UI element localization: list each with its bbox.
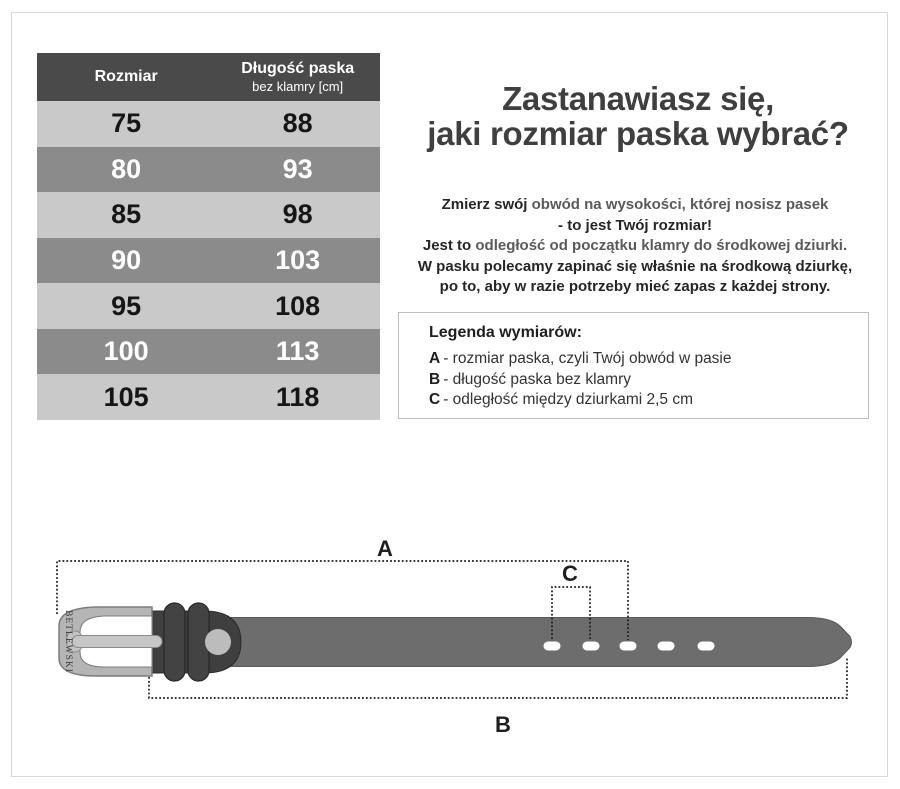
belt-hole (658, 642, 675, 651)
intro-segment: obwód na wysokości, której nosisz pasek (531, 196, 829, 213)
label-c: C (562, 561, 578, 586)
length-cell: 113 (275, 336, 320, 367)
intro-segment: po to, aby w razie potrzeby mieć zapas z każdej strony. (439, 278, 831, 295)
header-size-column: Rozmiar (94, 68, 158, 85)
legend-key: B (429, 370, 441, 388)
label-b: B (495, 712, 511, 737)
belt-hole (583, 642, 600, 651)
intro-segment: odległość od początku klamry do środkowej dziurki. (475, 237, 848, 254)
intro-segment: Jest to (422, 237, 476, 254)
length-cell: 103 (275, 245, 321, 276)
length-cell: 118 (275, 381, 320, 412)
size-cell: 75 (111, 108, 142, 139)
length-cell: 98 (282, 199, 313, 230)
label-a: A (377, 536, 393, 561)
size-cell: 80 (111, 153, 142, 184)
intro-segment: Zmierz swój (441, 196, 532, 213)
page-title-line1: Zastanawiasz się, (502, 80, 774, 117)
keeper-loop (164, 603, 185, 681)
intro-segment: - to jest Twój rozmiar! (558, 216, 712, 234)
rivet (205, 629, 231, 655)
size-cell: 100 (103, 336, 149, 367)
size-cell: 105 (103, 381, 149, 412)
belt-buckle (59, 607, 162, 676)
brand-text: BETLEWSKI (63, 610, 73, 673)
legend-text: - rozmiar paska, czyli Twój obwód w pasie (443, 350, 732, 367)
length-cell: 88 (282, 108, 313, 139)
legend-text: - długość paska bez klamry (443, 370, 632, 388)
belt-strap (228, 618, 852, 667)
legend-key: A (429, 350, 441, 367)
length-cell: 108 (275, 290, 321, 321)
buckle-prong (72, 636, 162, 648)
size-cell: 85 (111, 199, 142, 230)
legend-key: C (429, 391, 441, 408)
legend-text: - odległość między dziurkami 2,5 cm (443, 391, 694, 408)
size-cell: 90 (111, 245, 142, 276)
header-length-line2: bez klamry [cm] (252, 78, 344, 94)
legend-title: Legenda wymiarów: (429, 324, 582, 341)
belt-hole (698, 642, 715, 651)
belt-keeper (150, 603, 241, 681)
page-title-line2: jaki rozmiar paska wybrać? (427, 115, 849, 152)
intro-segment: W pasku polecamy zapinać się właśnie na środkową dziurkę, (417, 257, 853, 275)
length-cell: 93 (282, 153, 313, 184)
belt-hole (620, 642, 637, 651)
size-cell: 95 (111, 290, 142, 321)
belt-hole (544, 642, 561, 651)
header-length-line1: Długość paska (241, 59, 355, 77)
